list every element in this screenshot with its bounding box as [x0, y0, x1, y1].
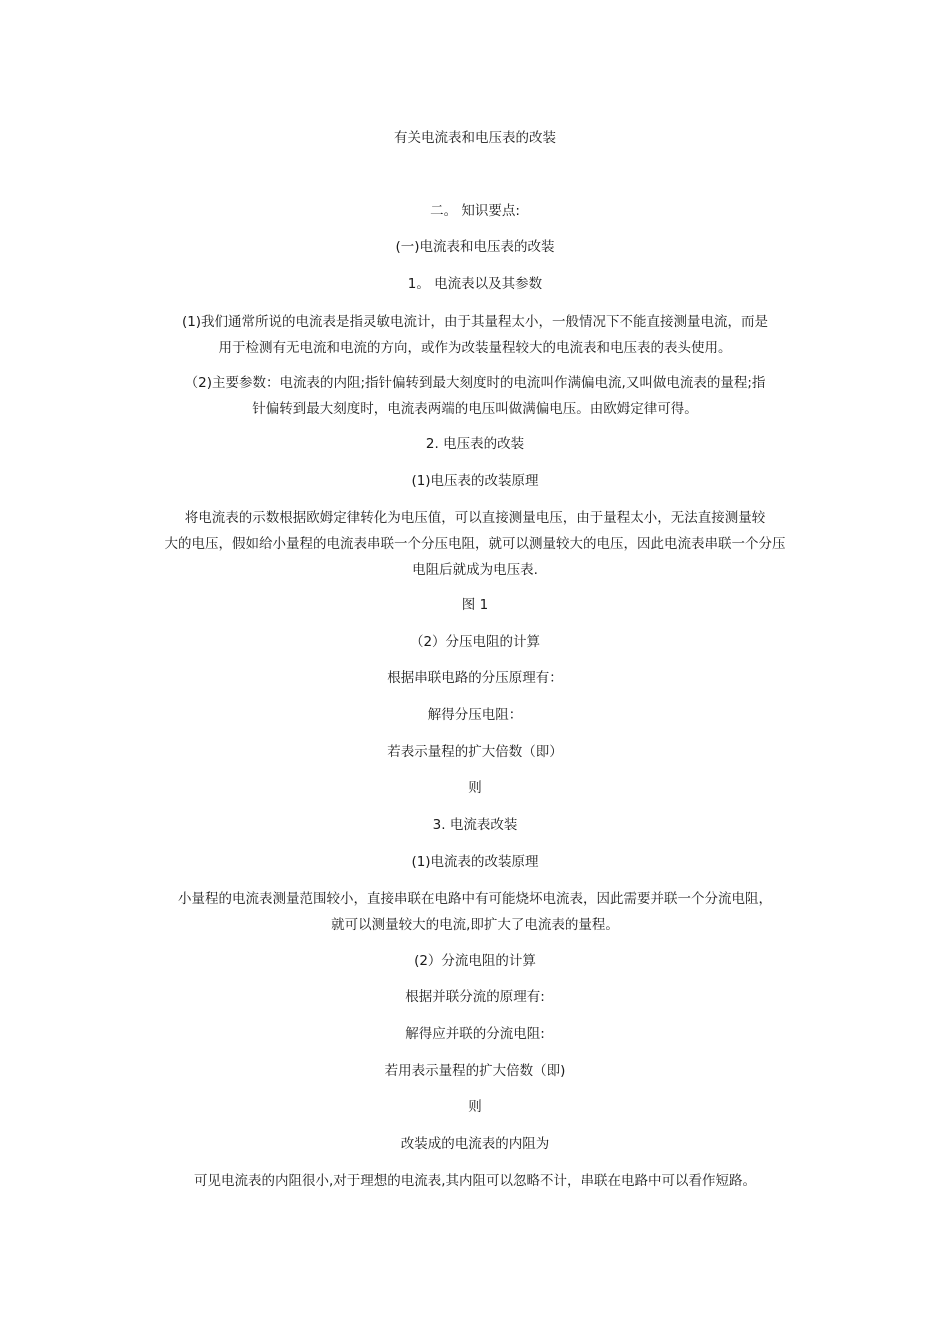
item-3-calc-line: 根据并联分流的原理有:: [405, 989, 545, 1005]
item-2-calc-line: 则: [468, 780, 482, 796]
item-2-calc-line: 解得分压电阻：: [427, 707, 523, 723]
paragraph-line: (1)我们通常所说的电流表是指灵敏电流计，由于其量程太小，一般情况下不能直接测量电流，而是: [181, 314, 769, 330]
section-heading: 二。 知识要点:: [430, 203, 520, 219]
item-3-calc-line: 则: [468, 1099, 482, 1115]
item-1-paragraph-1: [140, 309, 810, 361]
item-3-subheading-2: (2）分流电阻的计算: [414, 953, 536, 969]
paragraph-line: 小量程的电流表测量范围较小，直接串联在电路中有可能烧坏电流表，因此需要并联一个分流电阻，: [178, 891, 772, 907]
document-title: 有关电流表和电压表的改装: [394, 130, 556, 146]
item-2-subheading-1: (1)电压表的改装原理: [411, 473, 539, 489]
item-3-calc-line: 若用表示量程的扩大倍数（即): [384, 1063, 566, 1079]
item-1-heading: 1。 电流表以及其参数: [407, 276, 543, 292]
item-3-calc-line: 改装成的电流表的内阻为: [400, 1136, 550, 1152]
item-3-paragraph-1: [140, 886, 810, 938]
item-3-calc-line: 解得应并联的分流电阻:: [405, 1026, 545, 1042]
item-2-subheading-2: （2）分压电阻的计算: [409, 634, 541, 650]
item-3-subheading-1: (1)电流表的改装原理: [411, 854, 539, 870]
paragraph-line: 电阻后就成为电压表.: [412, 562, 538, 578]
paragraph-line: 将电流表的示数根据欧姆定律转化为电压值，可以直接测量电压，由于量程太小，无法直接测量较: [184, 510, 766, 526]
paragraph-line: 针偏转到最大刻度时，电流表两端的电压叫做满偏电压。由欧姆定律可得。: [252, 401, 698, 417]
item-3-heading: 3. 电流表改装: [432, 817, 518, 833]
item-2-calc-line: 若表示量程的扩大倍数（即）: [387, 744, 563, 760]
paragraph-line: （2)主要参数：电流表的内阻;指针偏转到最大刻度时的电流叫作满偏电流,又叫做电流表的量程;指: [184, 375, 766, 391]
paragraph-line: 用于检测有无电流和电流的方向，或作为改装量程较大的电流表和电压表的表头使用。: [218, 340, 732, 356]
figure-caption: 图 1: [461, 597, 489, 613]
item-3-conclusion: 可见电流表的内阻很小,对于理想的电流表,其内阻可以忽略不计，串联在电路中可以看作短路。: [193, 1173, 757, 1189]
paragraph-line: 就可以测量较大的电流,即扩大了电流表的量程。: [331, 917, 619, 933]
item-2-heading: 2. 电压表的改装: [425, 436, 525, 452]
item-1-paragraph-2: [140, 370, 810, 422]
paragraph-line: 大的电压，假如给小量程的电流表串联一个分压电阻，就可以测量较大的电压，因此电流表串联一个分压: [164, 536, 786, 552]
item-2-calc-line: 根据串联电路的分压原理有：: [387, 670, 563, 686]
subsection-heading: (一)电流表和电压表的改装: [395, 239, 555, 255]
item-2-paragraph-1: [140, 505, 810, 583]
